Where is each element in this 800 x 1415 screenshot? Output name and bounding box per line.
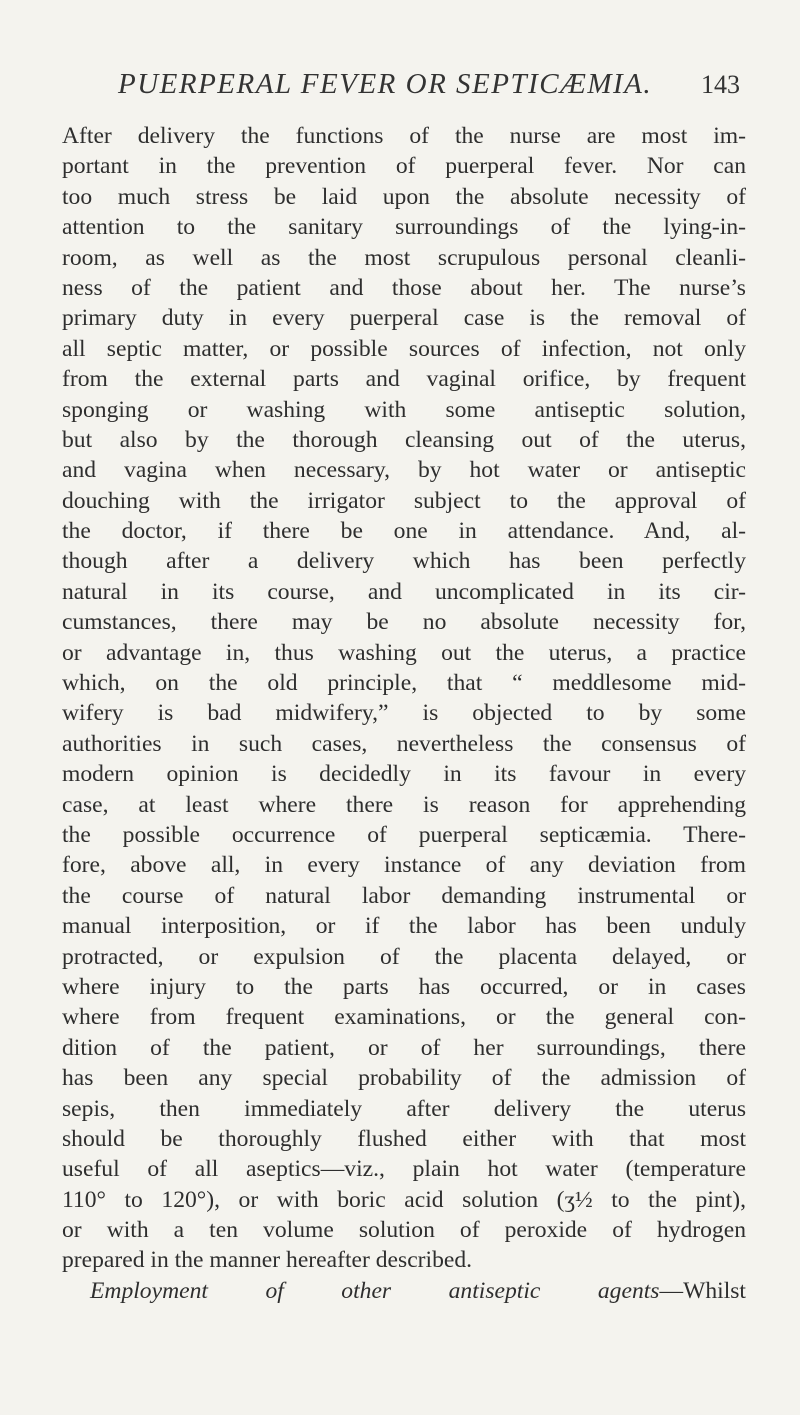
text-line: primary duty in every puerperal case is the removal of (62, 305, 746, 332)
text-line: and vagina when necessary, by hot water or antiseptic (62, 457, 746, 484)
text-line: manual interposition, or if the labor has been unduly (62, 913, 746, 940)
text-line: authorities in such cases, nevertheless the consensus of (62, 730, 746, 757)
text-line: but also by the thorough cleansing out of the uterus, (62, 426, 746, 453)
text-line: attention to the sanitary surroundings of the lying-in- (62, 214, 746, 241)
text-line: prepared in the manner hereafter described. (62, 1247, 473, 1274)
text-line: 110° to 120°), or with boric acid solution (ʒ½ to the pint), (62, 1186, 746, 1213)
text-line: the possible occurrence of puerperal septicæmia. There- (62, 821, 746, 848)
running-head (0, 68, 800, 108)
text-line: which, on the old principle, that “ meddlesome mid- (62, 670, 746, 697)
text-line: should be thoroughly flushed either with that most (62, 1125, 746, 1152)
text-line: or advantage in, thus washing out the uterus, a practice (62, 639, 746, 666)
text-line: modern opinion is decidedly in its favour in every (62, 761, 746, 788)
section-lead-line (62, 1276, 746, 1306)
text-line: protracted, or expulsion of the placenta delayed, or (62, 943, 746, 970)
text-line: the doctor, if there be one in attendance. And, al- (62, 518, 746, 545)
section-heading-italic: Employment of other antiseptic agents (90, 1277, 660, 1304)
text-line: sepis, then immediately after delivery the uterus (62, 1095, 746, 1122)
text-line: where injury to the parts has occurred, or in cases (62, 973, 746, 1000)
text-line: has been any special probability of the admission of (62, 1065, 746, 1092)
text-line: or with a ten volume solution of peroxide of hydrogen (62, 1217, 746, 1244)
text-line: dition of the patient, or of her surroundings, there (62, 1034, 746, 1061)
text-line: all septic matter, or possible sources of infection, not only (62, 335, 746, 362)
text-line: where from frequent examinations, or the general con- (62, 1004, 746, 1031)
text-line: After delivery the functions of the nurse are most im- (62, 123, 746, 149)
text-line: sponging or washing with some antiseptic solution, (62, 396, 746, 423)
running-title: PUERPERAL FEVER OR SEPTICÆMIA. (118, 68, 653, 100)
text-line: case, at least where there is reason for apprehending (62, 791, 746, 818)
text-line: the course of natural labor demanding instrumental or (62, 882, 746, 909)
text-line: too much stress be laid upon the absolute necessity of (62, 183, 746, 210)
page-number: 143 (701, 70, 740, 99)
body-paragraph (62, 121, 746, 1306)
section-lead-text: —Whilst (659, 1277, 746, 1304)
text-line: cumstances, there may be no absolute necessity for, (62, 609, 746, 636)
text-line: wifery is bad midwifery,” is objected to by some (62, 700, 746, 727)
text-line: ness of the patient and those about her. The nurse’s (62, 274, 746, 301)
text-line: useful of all aseptics—viz., plain hot water (temperature (62, 1156, 746, 1183)
text-line: natural in its course, and uncomplicated in its cir- (62, 578, 746, 605)
text-line: from the external parts and vaginal orifice, by frequent (62, 366, 746, 393)
text-line: though after a delivery which has been perfectly (62, 548, 746, 575)
text-line: portant in the prevention of puerperal fever. Nor can (62, 153, 746, 180)
text-line: fore, above all, in every instance of any deviation from (62, 852, 746, 879)
text-line: room, as well as the most scrupulous personal cleanli- (62, 244, 746, 271)
text-line: douching with the irrigator subject to the approval of (62, 487, 746, 514)
